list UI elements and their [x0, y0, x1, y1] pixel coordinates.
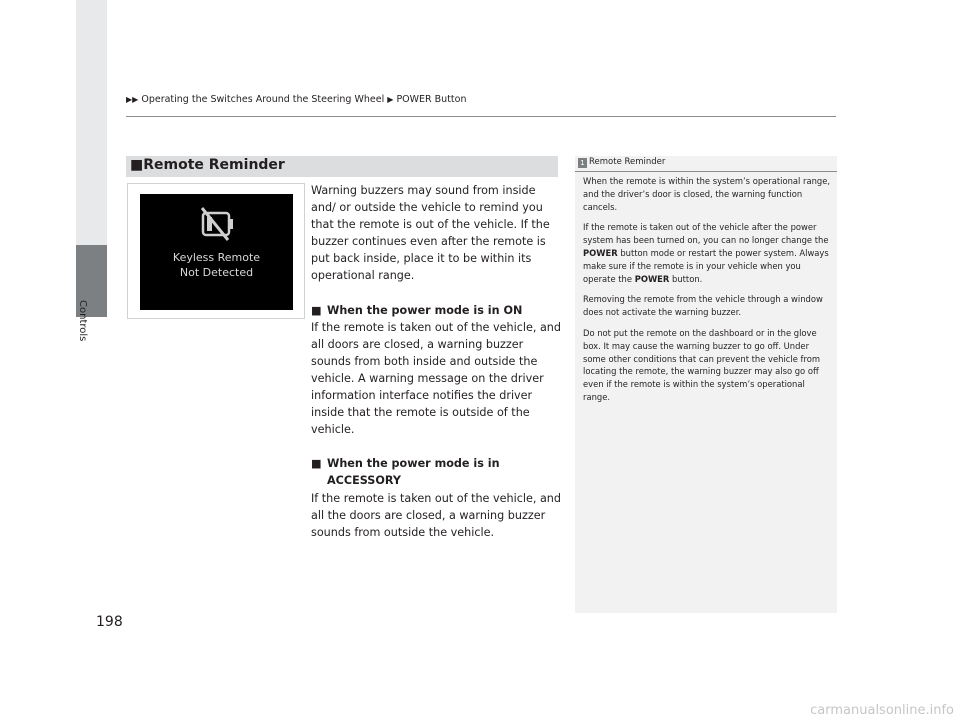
- note-badge: 1: [578, 158, 587, 168]
- side-tab-label: Controls: [77, 300, 88, 342]
- display-line-1: Keyless Remote: [172, 251, 261, 264]
- power-term: POWER: [634, 273, 670, 284]
- page-number: 198: [96, 614, 123, 630]
- square-bullet-icon: ■: [311, 303, 322, 317]
- sidebar-body: [583, 175, 831, 412]
- info-display-screen: [140, 194, 293, 310]
- section-marker-icon: ■: [130, 157, 144, 173]
- intro-paragraph: Warning buzzers may sound from inside and/ or outside the vehicle to remind you that the remote is out of the vehicle. If the buzzer continues even after the remote is put back inside, place it to be within its operational range.: [311, 184, 550, 283]
- text-run: button mode or restart the power system. Always make sure if the remote is in your vehicle when you operate the: [583, 247, 829, 284]
- keyless-remote-crossed-icon: [194, 204, 242, 244]
- sidebar-title: Remote Reminder: [589, 157, 666, 167]
- paragraph-on: If the remote is taken out of the vehicle, and all doors are closed, a warning buzzer sounds from both inside and outside the vehicle. A warning message on the driver information interface notifies the driver inside that the remote is outside of the vehicle.: [311, 320, 561, 437]
- breadcrumb-arrow-icon: ▶: [387, 95, 394, 104]
- side-tab-background: [76, 0, 107, 245]
- dashboard-figure: [127, 183, 305, 319]
- watermark[interactable]: carmanualsonline.info: [810, 703, 954, 718]
- paragraph-accessory: If the remote is taken out of the vehicle, and all the doors are closed, a warning buzzer sounds from outside the vehicle.: [311, 491, 561, 539]
- breadcrumb-item[interactable]: Operating the Switches Around the Steering Wheel: [141, 94, 385, 105]
- breadcrumb-item[interactable]: POWER Button: [396, 94, 467, 105]
- subheading-accessory: [311, 455, 561, 489]
- section-title: [130, 157, 285, 173]
- header-rule: [126, 116, 836, 117]
- subheading-on: [311, 302, 561, 319]
- sidebar-header: [575, 156, 837, 172]
- sidebar-paragraph: Removing the remote from the vehicle through a window does not activate the warning buzzer.: [583, 294, 823, 318]
- sidebar-paragraph: When the remote is within the system’s operational range, and the driver’s door is closed, the warning function cancels.: [583, 176, 831, 212]
- section-heading-bar: [126, 156, 558, 177]
- subheading-text: When the power mode is in ON: [327, 303, 523, 317]
- sidebar-note: [575, 156, 837, 613]
- text-run: If the remote is taken out of the vehicle after the power system has been turned on, you can no longer change the: [583, 222, 829, 246]
- section-title-text: Remote Reminder: [143, 157, 285, 173]
- breadcrumb-arrow-icon: ▶▶: [126, 95, 139, 104]
- text-run: button.: [669, 273, 703, 284]
- display-line-2: Not Detected: [179, 266, 254, 279]
- square-bullet-icon: ■: [311, 457, 322, 471]
- main-text-column: [311, 182, 561, 541]
- sidebar-paragraph: Do not put the remote on the dashboard or in the glove box. It may cause the warning buzzer to go off. Under some other conditions that can prevent the vehicle from locating the remote, the warning buzzer may also go off even if the remote is within the system’s operational range.: [583, 327, 821, 402]
- breadcrumb: [126, 94, 466, 105]
- sidebar-paragraph: [583, 221, 831, 285]
- power-term: POWER: [583, 247, 618, 258]
- subheading-text: When the power mode is in ACCESSORY: [327, 457, 500, 488]
